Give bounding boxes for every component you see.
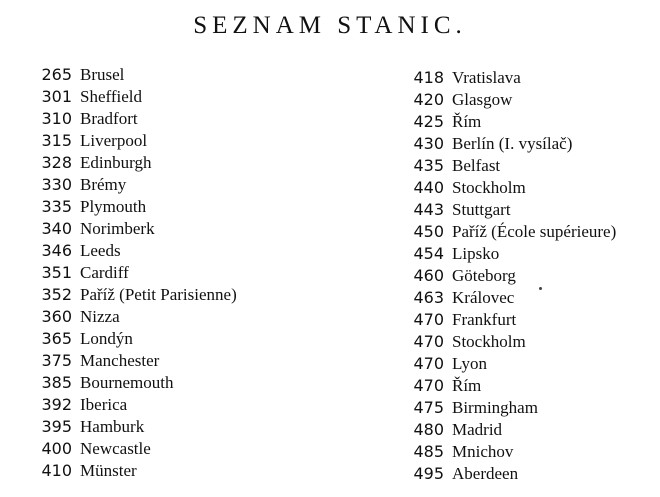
station-frequency: 463 (413, 288, 444, 307)
station-name: Madrid (452, 420, 503, 439)
station-row (404, 265, 616, 287)
station-row (404, 133, 616, 155)
station-row (32, 174, 237, 196)
station-row (32, 218, 237, 240)
station-frequency: 315 (41, 131, 72, 150)
station-row (404, 397, 616, 419)
station-name: Paříž (Petit Parisienne) (80, 285, 237, 304)
station-row (404, 331, 616, 353)
station-row (32, 108, 237, 130)
station-frequency: 470 (413, 310, 444, 329)
station-name: Hamburk (80, 417, 145, 436)
station-frequency: 485 (413, 442, 444, 461)
station-frequency: 360 (41, 307, 72, 326)
station-name: Královec (452, 288, 515, 307)
station-row (404, 155, 616, 177)
station-frequency: 470 (413, 376, 444, 395)
station-row (404, 199, 616, 221)
station-name: Bradfort (80, 109, 138, 128)
station-frequency: 440 (413, 178, 444, 197)
station-frequency: 335 (41, 197, 72, 216)
station-row (32, 416, 237, 438)
station-frequency: 480 (413, 420, 444, 439)
page-title: SEZNAM STANIC. (193, 12, 467, 39)
station-frequency: 435 (413, 156, 444, 175)
station-name: Sheffield (80, 87, 143, 106)
station-row (404, 419, 616, 441)
station-frequency: 470 (413, 354, 444, 373)
station-row (404, 67, 616, 89)
station-name: Edinburgh (80, 153, 152, 172)
station-name: Newcastle (80, 439, 151, 458)
station-row (32, 130, 237, 152)
station-row (32, 460, 237, 482)
station-row (32, 306, 237, 328)
station-row (404, 177, 616, 199)
station-frequency: 400 (41, 439, 72, 458)
print-speck (539, 287, 542, 290)
station-name: Berlín (I. vysílač) (452, 134, 573, 153)
station-frequency: 460 (413, 266, 444, 285)
station-frequency: 265 (41, 65, 72, 84)
station-row (404, 111, 616, 133)
station-row (32, 64, 237, 86)
station-frequency: 454 (413, 244, 444, 263)
station-frequency: 395 (41, 417, 72, 436)
station-row (404, 89, 616, 111)
station-frequency: 385 (41, 373, 72, 392)
station-name: Stockholm (452, 332, 526, 351)
station-list-right (404, 67, 616, 485)
station-row (32, 328, 237, 350)
station-row (404, 309, 616, 331)
station-name: Glasgow (452, 90, 513, 109)
station-row (32, 350, 237, 372)
station-name: Vratislava (452, 68, 521, 87)
station-frequency: 410 (41, 461, 72, 480)
station-frequency: 425 (413, 112, 444, 131)
station-frequency: 420 (413, 90, 444, 109)
station-row (32, 262, 237, 284)
station-row (32, 372, 237, 394)
station-name: Norimberk (80, 219, 155, 238)
station-frequency: 328 (41, 153, 72, 172)
station-row (404, 221, 616, 243)
station-name: Lyon (452, 354, 487, 373)
station-name: Cardiff (80, 263, 129, 282)
station-frequency: 346 (41, 241, 72, 260)
station-frequency: 351 (41, 263, 72, 282)
station-frequency: 450 (413, 222, 444, 241)
station-frequency: 430 (413, 134, 444, 153)
station-name: Stockholm (452, 178, 526, 197)
station-row (404, 463, 616, 485)
station-list-left (32, 64, 237, 482)
station-name: Belfast (452, 156, 501, 175)
station-name: Londýn (80, 329, 133, 348)
station-name: Bournemouth (80, 373, 174, 392)
station-row (32, 394, 237, 416)
station-name: Liverpool (80, 131, 148, 150)
station-frequency: 301 (41, 87, 72, 106)
station-name: Leeds (80, 241, 121, 260)
station-frequency: 495 (413, 464, 444, 483)
station-row (32, 284, 237, 306)
station-name: Řím (452, 376, 482, 395)
station-name: Aberdeen (452, 464, 519, 483)
station-row (32, 196, 237, 218)
station-name: Manchester (80, 351, 160, 370)
station-name: Stuttgart (452, 200, 511, 219)
station-row (32, 240, 237, 262)
station-name: Nizza (80, 307, 120, 326)
station-frequency: 443 (413, 200, 444, 219)
station-row (404, 353, 616, 375)
station-name: Göteborg (452, 266, 516, 285)
station-row (32, 438, 237, 460)
station-name: Birmingham (452, 398, 538, 417)
station-name: Brusel (80, 65, 125, 84)
station-frequency: 475 (413, 398, 444, 417)
station-frequency: 340 (41, 219, 72, 238)
station-row (404, 441, 616, 463)
station-name: Brémy (80, 175, 127, 194)
station-name: Lipsko (452, 244, 500, 263)
station-frequency: 352 (41, 285, 72, 304)
station-frequency: 365 (41, 329, 72, 348)
station-row (404, 375, 616, 397)
station-frequency: 375 (41, 351, 72, 370)
station-name: Mnichov (452, 442, 514, 461)
station-name: Frankfurt (452, 310, 517, 329)
station-name: Plymouth (80, 197, 147, 216)
station-row (32, 86, 237, 108)
station-row (404, 243, 616, 265)
station-frequency: 310 (41, 109, 72, 128)
station-frequency: 470 (413, 332, 444, 351)
station-row (32, 152, 237, 174)
station-frequency: 392 (41, 395, 72, 414)
station-row (404, 287, 616, 309)
station-frequency: 330 (41, 175, 72, 194)
station-name: Řím (452, 112, 482, 131)
station-frequency: 418 (413, 68, 444, 87)
station-name: Iberica (80, 395, 128, 414)
station-name: Münster (80, 461, 137, 480)
station-name: Paříž (École supérieure) (452, 222, 617, 241)
